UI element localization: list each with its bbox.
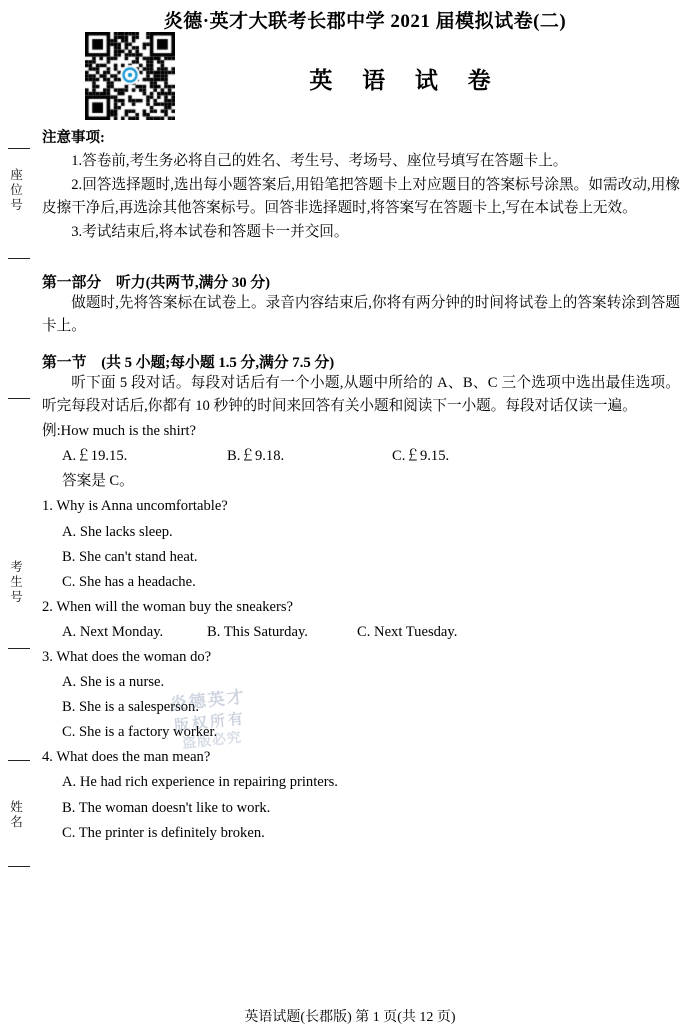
question-stem xyxy=(42,595,680,620)
margin-rule-top xyxy=(8,148,30,149)
name-label: 姓名 xyxy=(10,800,24,829)
exam-number-label: 考生号 xyxy=(10,560,24,604)
part-one-intro: 做题时,先将答案标在试卷上。录音内容结束后,你将有两分钟的时间将试卷上的答案转涂到答题卡上。 xyxy=(42,294,680,335)
watermark-line-3: 盗版必究 xyxy=(181,730,243,753)
question-option: C. She has a headache. xyxy=(62,573,196,590)
question-text: What does the woman do? xyxy=(56,648,212,665)
section-one-title: 第一节 (共 5 小题;每小题 1.5 分,满分 7.5 分) xyxy=(42,354,335,371)
question-option: C. Next Tuesday. xyxy=(357,623,458,640)
question-number: 4. xyxy=(42,749,53,766)
question-option: B. She can't stand heat. xyxy=(62,548,198,565)
example-option-b: B.￡9.18. xyxy=(227,448,285,465)
notice-item-3: 3.考试结束后,将本试卷和答题卡一并交回。 xyxy=(71,223,349,240)
question-option: B. The woman doesn't like to work. xyxy=(62,799,271,816)
example-stem: How much is the shirt? xyxy=(60,423,197,440)
subject-title: 英 语 试 卷 xyxy=(309,68,503,93)
qr-code-canvas xyxy=(85,32,175,120)
question-option: B. This Saturday. xyxy=(207,623,308,640)
example-option-c: C.￡9.15. xyxy=(392,448,450,465)
question-option: A. He had rich experience in repairing printers. xyxy=(62,774,338,791)
question-number: 3. xyxy=(42,648,53,665)
notice-item-2: 2.回答选择题时,选出每小题答案后,用铅笔把答题卡上对应题目的答案标号涂黑。如需改动,用橡皮擦干净后,再选涂其他答案标号。回答非选择题时,将答案写在答题卡上,写在本试卷上无效。 xyxy=(42,176,680,217)
question-option: B. She is a salesperson. xyxy=(62,699,200,716)
question-stem xyxy=(42,745,680,770)
example-label: 例: xyxy=(42,423,61,440)
question-stem xyxy=(42,645,680,670)
part-one-title: 第一部分 听力(共两节,满分 30 分) xyxy=(42,274,271,291)
example-option-a: A.￡19.15. xyxy=(62,448,128,465)
notice-item-1: 1.答卷前,考生务必将自己的姓名、考生号、考场号、座位号填写在答题卡上。 xyxy=(71,153,568,169)
question-number: 2. xyxy=(42,598,53,615)
question-text: Why is Anna uncomfortable? xyxy=(56,498,228,515)
question-option: A. She is a nurse. xyxy=(62,674,165,691)
question-options-inline xyxy=(42,620,680,645)
margin-rule-1 xyxy=(8,258,30,259)
watermark-line-2: 版权所有 xyxy=(173,711,247,735)
question-text: What does the man mean? xyxy=(56,749,211,766)
example-answer: 答案是 C。 xyxy=(62,473,134,490)
document-body xyxy=(42,126,680,846)
question-option: C. The printer is definitely broken. xyxy=(62,824,265,841)
question-option: C. She is a factory worker. xyxy=(62,724,218,741)
question-text: When will the woman buy the sneakers? xyxy=(56,598,294,615)
qr-code xyxy=(85,32,175,120)
margin-rule-4 xyxy=(8,760,30,761)
question-option: A. She lacks sleep. xyxy=(62,523,173,540)
example-options xyxy=(42,444,680,469)
notice-heading: 注意事项: xyxy=(42,130,105,146)
question-stem xyxy=(42,494,680,519)
question-number: 1. xyxy=(42,498,53,515)
example-question xyxy=(42,419,680,444)
margin-labels xyxy=(0,0,40,1034)
watermark-line-1: 炎德英才 xyxy=(169,687,247,715)
page-footer: 英语试题(长郡版) 第 1 页(共 12 页) xyxy=(244,1010,456,1025)
section-one-intro: 听下面 5 段对话。每段对话后有一个小题,从题中所给的 A、B、C 三个选项中选出最佳选项。听完每段对话后,你都有 10 秒钟的时间来回答有关小题和阅读下一小题。每段对话仅读一遍。 xyxy=(42,374,680,415)
seat-number-label: 座位号 xyxy=(10,168,24,212)
margin-rule-5 xyxy=(8,866,30,867)
margin-rule-2 xyxy=(8,398,30,399)
margin-rule-3 xyxy=(8,648,30,649)
question-option: A. Next Monday. xyxy=(62,623,164,640)
page-title: 炎德·英才大联考长郡中学 2021 届模拟试卷(二) xyxy=(163,11,567,32)
